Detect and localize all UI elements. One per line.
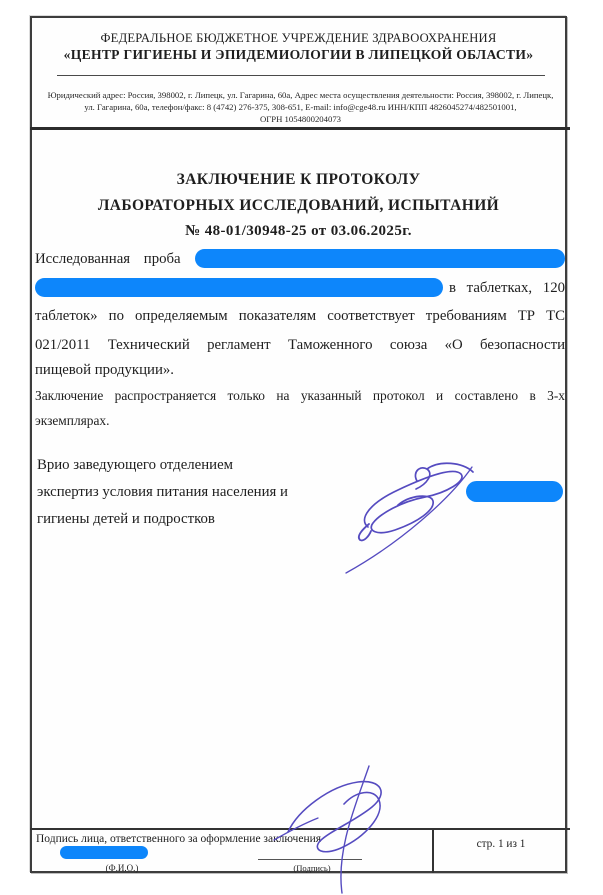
page-border <box>30 16 567 873</box>
address-divider <box>30 127 570 130</box>
body-line-2 <box>35 277 565 298</box>
body-line-1 <box>35 248 565 269</box>
footer-cell-divider <box>432 828 434 873</box>
signature-label: (Подпись) <box>293 863 331 873</box>
footer-caption: Подпись лица, ответственного за оформление заключения <box>36 833 322 845</box>
body-line2-text: в таблетках, 120 <box>448 279 565 296</box>
body-line-5: пищевой продукции». <box>35 362 174 378</box>
signature-line <box>258 859 362 860</box>
header-divider <box>57 75 545 76</box>
org-name-line2: «ЦЕНТР ГИГИЕНЫ И ЭПИДЕМИОЛОГИИ В ЛИПЕЦКОЙ ОБЛАСТИ» <box>63 47 534 62</box>
body-line-3: таблеток» по определяемым показателям соответствует требованиям ТР ТС <box>35 308 565 324</box>
footer-top-rule <box>30 828 570 830</box>
note-line-2: экземплярах. <box>35 413 110 428</box>
fio-label: (Ф.И.О.) <box>105 863 139 873</box>
address-line3: ОГРН 1054800204073 <box>259 114 342 124</box>
page-number: стр. 1 из 1 <box>476 838 526 850</box>
redaction-bar <box>466 481 563 502</box>
doc-number-line: № 48-01/30948-25 от 03.06.2025г. <box>185 223 412 239</box>
address-line1: Юридический адрес: Россия, 398002, г. Липецк, ул. Гагарина, 60а, Адрес места осуществления деятельности: Россия, 398002, г. Липецк, <box>47 90 554 100</box>
note-line-1: Заключение распространяется только на указанный протокол и составлено в 3-х <box>35 388 565 403</box>
body-line1-text: Исследованная проба <box>35 250 181 267</box>
redaction-bar <box>60 846 148 859</box>
doc-title-line1: ЗАКЛЮЧЕНИЕ К ПРОТОКОЛУ <box>176 171 421 188</box>
body-line-4: 021/2011 Технический регламент Таможенного союза «О безопасности <box>35 337 565 353</box>
org-name-line1: ФЕДЕРАЛЬНОЕ БЮДЖЕТНОЕ УЧРЕЖДЕНИЕ ЗДРАВООХРАНЕНИЯ <box>100 31 497 45</box>
redaction-bar <box>35 278 443 297</box>
doc-title-line2: ЛАБОРАТОРНЫХ ИССЛЕДОВАНИЙ, ИСПЫТАНИЙ <box>97 197 500 214</box>
redaction-bar <box>195 249 565 268</box>
address-line2: ул. Гагарина, 60а, телефон/факс: 8 (4742) 276-375, 308-651, E-mail: info@cge48.ru ИНН/КПП 4826045274/482501001, <box>84 102 517 112</box>
signer-title-line3: гигиены детей и подростков <box>37 511 215 527</box>
signer-title-line1: Врио заведующего отделением <box>37 457 234 473</box>
signer-title-line2: экспертиз условия питания населения и <box>37 484 288 500</box>
